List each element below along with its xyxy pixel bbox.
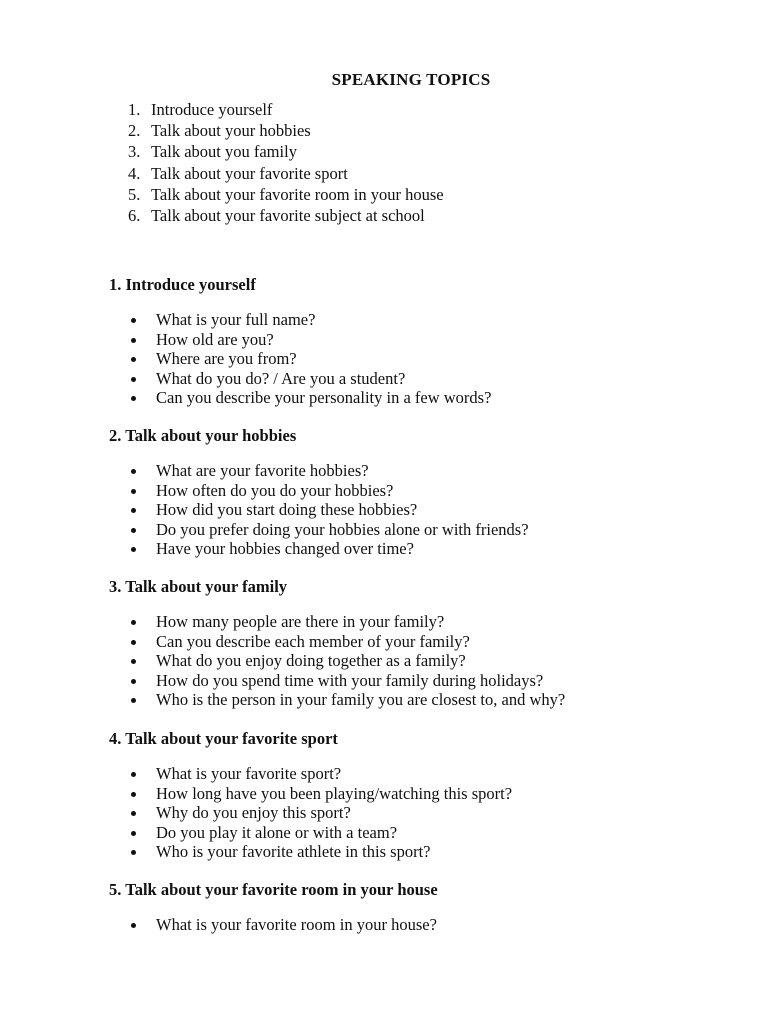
- question-list: [129, 764, 512, 862]
- section-family: [109, 577, 566, 710]
- question-text: How did you start doing these hobbies?: [156, 500, 418, 520]
- topic-number: 1.: [128, 100, 141, 119]
- question-text: Where are you from?: [156, 349, 297, 369]
- bullet-icon: [131, 850, 136, 855]
- topic-text: Talk about your favorite subject at school: [151, 206, 425, 226]
- section-heading: 3. Talk about your family: [109, 577, 288, 596]
- bullet-icon: [131, 679, 136, 684]
- topic-item: [128, 163, 444, 184]
- bullet-icon: [131, 620, 136, 625]
- topic-item: [128, 141, 444, 162]
- question-item: [129, 520, 529, 540]
- topic-number: 2.: [128, 121, 141, 141]
- question-text: How often do you do your hobbies?: [156, 480, 394, 500]
- topic-item: [128, 99, 444, 120]
- question-item: [129, 671, 565, 691]
- question-item: [129, 612, 565, 632]
- question-text: Can you describe each member of your family?: [156, 631, 470, 651]
- question-item: [129, 330, 491, 350]
- bullet-icon: [131, 831, 136, 836]
- question-text: Can you describe your personality in a few words?: [156, 388, 492, 408]
- section-favorite-room: [109, 880, 438, 934]
- question-item: [129, 500, 529, 520]
- bullet-icon: [131, 377, 136, 382]
- topic-text: Talk about your hobbies: [151, 121, 311, 141]
- question-text: What is your favorite sport?: [156, 764, 342, 783]
- question-item: [129, 764, 512, 784]
- question-item: [129, 915, 437, 935]
- topic-text: Talk about your favorite sport: [151, 163, 348, 183]
- bullet-icon: [131, 469, 136, 474]
- section-heading: 4. Talk about your favorite sport: [109, 729, 338, 748]
- bullet-icon: [131, 772, 136, 777]
- question-text: Have your hobbies changed over time?: [156, 539, 414, 559]
- topic-item: [128, 184, 444, 205]
- topic-text: Introduce yourself: [151, 100, 273, 119]
- question-list: [129, 461, 529, 559]
- question-text: How many people are there in your family?: [156, 612, 445, 631]
- topics-list: [128, 99, 444, 226]
- bullet-icon: [131, 923, 136, 928]
- section-hobbies: [109, 426, 529, 559]
- bullet-icon: [131, 357, 136, 362]
- question-text: What are your favorite hobbies?: [156, 461, 369, 480]
- question-item: [129, 842, 512, 862]
- bullet-icon: [131, 640, 136, 645]
- bullet-icon: [131, 489, 136, 494]
- question-item: [129, 823, 512, 843]
- bullet-icon: [131, 792, 136, 797]
- question-text: What is your favorite room in your house?: [156, 915, 437, 934]
- question-text: How old are you?: [156, 329, 274, 349]
- question-text: Why do you enjoy this sport?: [156, 803, 351, 823]
- question-item: [129, 461, 529, 481]
- bullet-icon: [131, 508, 136, 513]
- question-item: [129, 803, 512, 823]
- question-list: [129, 612, 565, 710]
- section-introduce-yourself: [109, 275, 492, 408]
- document-title: SPEAKING TOPICS: [331, 70, 491, 89]
- question-text: What do you enjoy doing together as a family?: [156, 651, 466, 671]
- question-text: Do you play it alone or with a team?: [156, 822, 398, 842]
- question-text: What do you do? / Are you a student?: [156, 368, 406, 388]
- question-item: [129, 310, 491, 330]
- question-item: [129, 349, 491, 369]
- section-heading: 2. Talk about your hobbies: [109, 426, 297, 445]
- question-list: [129, 310, 491, 408]
- topic-text: Talk about your favorite room in your house: [151, 184, 444, 204]
- question-item: [129, 388, 491, 408]
- bullet-icon: [131, 396, 136, 401]
- question-text: Do you prefer doing your hobbies alone or with friends?: [156, 519, 529, 539]
- bullet-icon: [131, 338, 136, 343]
- question-text: What is your full name?: [156, 310, 316, 329]
- question-item: [129, 539, 529, 559]
- bullet-icon: [131, 528, 136, 533]
- question-item: [129, 651, 565, 671]
- question-item: [129, 690, 565, 710]
- section-heading: 1. Introduce yourself: [109, 275, 256, 294]
- question-text: How do you spend time with your family during holidays?: [156, 670, 544, 690]
- topic-number: 4.: [128, 163, 141, 183]
- question-item: [129, 369, 491, 389]
- bullet-icon: [131, 811, 136, 816]
- topic-number: 5.: [128, 184, 141, 204]
- section-favorite-sport: [109, 729, 513, 862]
- topic-number: 3.: [128, 142, 141, 162]
- bullet-icon: [131, 698, 136, 703]
- question-text: Who is the person in your family you are closest to, and why?: [156, 690, 566, 710]
- question-item: [129, 481, 529, 501]
- question-list: [129, 915, 437, 935]
- topic-text: Talk about you family: [151, 142, 297, 162]
- question-text: How long have you been playing/watching this sport?: [156, 783, 513, 803]
- topic-item: [128, 120, 444, 141]
- question-item: [129, 632, 565, 652]
- bullet-icon: [131, 547, 136, 552]
- question-text: Who is your favorite athlete in this sport?: [156, 842, 431, 862]
- question-item: [129, 784, 512, 804]
- bullet-icon: [131, 659, 136, 664]
- topic-number: 6.: [128, 206, 141, 226]
- bullet-icon: [131, 318, 136, 323]
- section-heading: 5. Talk about your favorite room in your house: [109, 880, 438, 899]
- topic-item: [128, 205, 444, 226]
